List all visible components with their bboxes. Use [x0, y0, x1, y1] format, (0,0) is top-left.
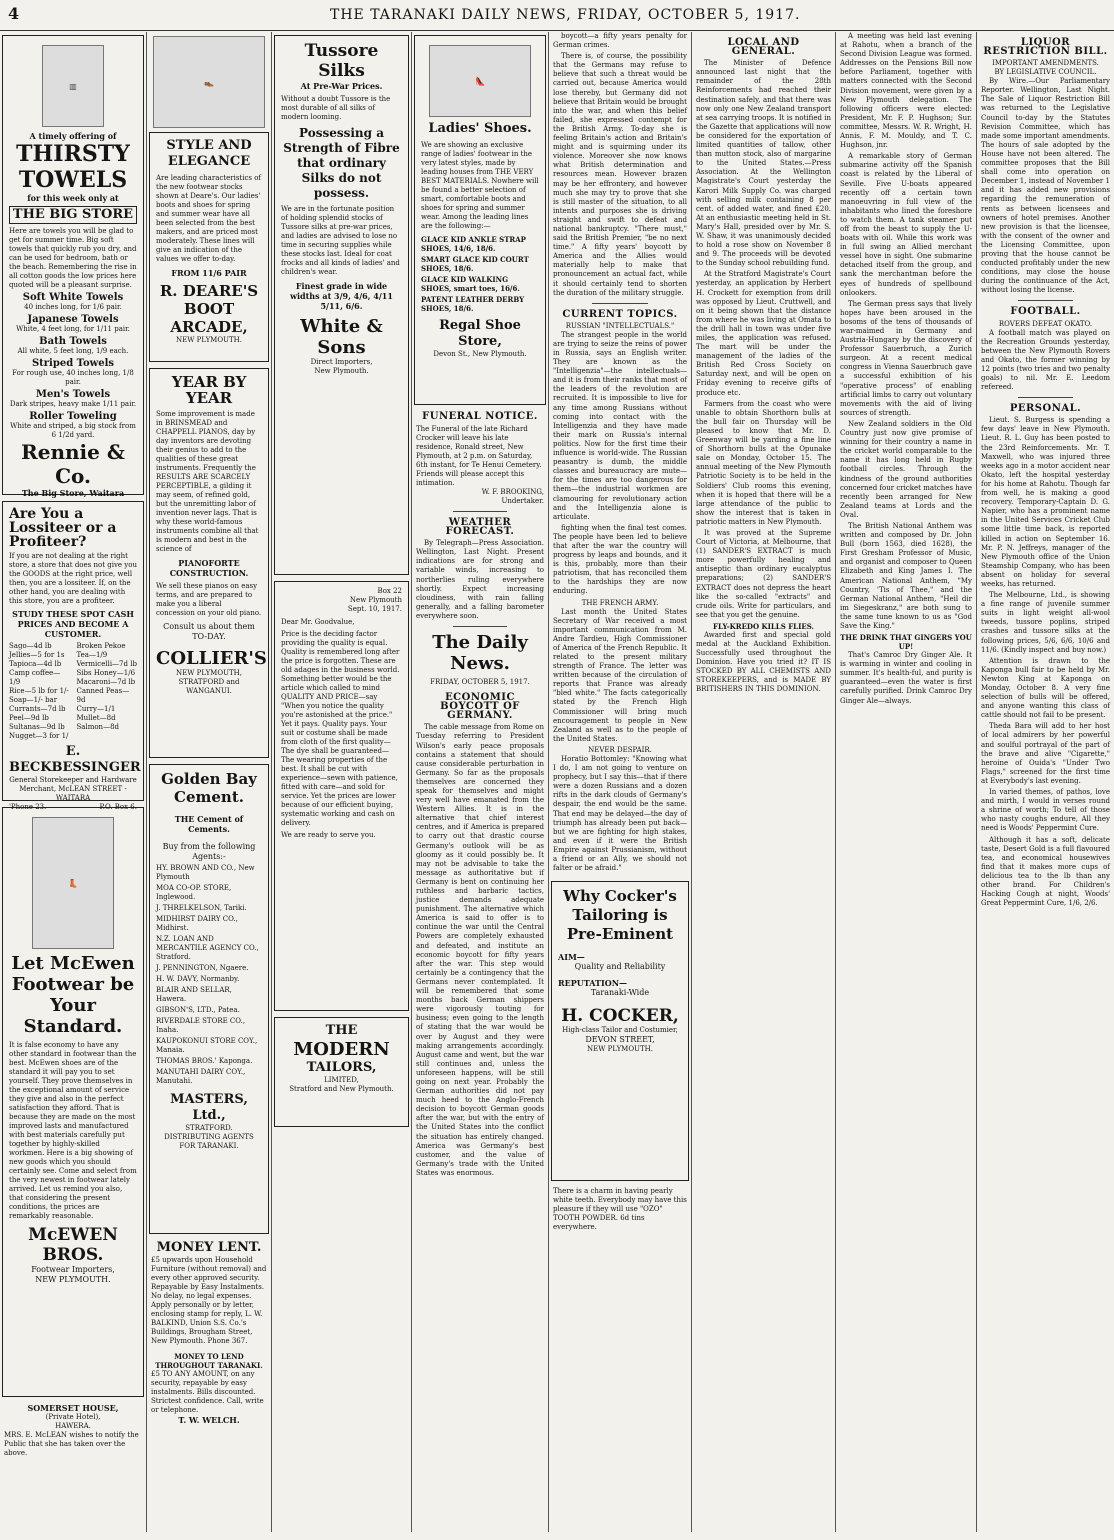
agent-item: MOA CO-OP. STORE, Inglewood.	[156, 884, 232, 901]
column-5	[549, 32, 691, 1532]
article-text: boycott—a fifty years penalty for German crimes.	[553, 32, 687, 50]
agent-item: HY. BROWN AND CO., New Plymouth	[156, 864, 255, 881]
masthead	[0, 0, 1114, 31]
article-text: Lieut. S. Burgess is spending a few days' leave in New Plymouth. Lieut. R. L. Guy has been posted to the 23rd Reinforcements. Mr. T. Maxwell, who was injured three weeks ago in a motor accident near Okato, left the hospital yesterday for his home at Rahotu. Though far from well, he is making a good recovery. Temporary-Captain D. G. Napier, who has a prominent name in the United Services Cricket Club some little time back, is reported killed in action on September 16. Mr. P. N. Jeffreys, manager of the New Plymouth office of the Union Steamship Company, who has been absent on holiday for several weeks, has returned.	[981, 416, 1110, 588]
ad-title: STYLE AND ELEGANCE	[166, 138, 252, 169]
towel-item-desc: All white, 5 feet long, 1/9 each.	[17, 347, 129, 355]
ad-title: MONEY LENT.	[156, 1240, 262, 1255]
price-item: Sibs Honey—1/6	[76, 669, 136, 677]
ad-subtitle: PIANOFORTE CONSTRUCTION.	[169, 558, 249, 578]
column-2	[147, 32, 271, 1532]
article-text-5: Awarded first and special gold medal at the Auckland Exhibition. Successfully used throughout the Dominion. Have you tried it? IT IS STOCKED BY ALL CHEMISTS AND STOREKEEPERS, and is MADE BY BRITISHERS IN THIS DOMINION.	[696, 630, 831, 694]
funeral-notice	[416, 411, 544, 506]
agent-item: J. THRELKELSON, Tariki.	[156, 904, 247, 912]
article-text-4: New Zealand soldiers in the Old Country just now give promise of winning for their country a name in the cricket world comparable to the name it has long held in Rugby football circles. Through the kindness of the ground authorities concerned four cricket matches have recently been arranged for New Zealand teams at Lords and the Oval.	[840, 419, 972, 519]
price-item: Tapioca—4d lb	[9, 660, 62, 668]
firm-subtitle: High-class Tailor and Costumier,	[562, 1026, 678, 1035]
article-text: A meeting was held last evening at Rahotu, when a branch of the Second Division League was formed. Addresses on the Pensions Bill now before Parliament, together with matters connected with the Second Division movement, were given by a New Plymouth delegation. The following officers were elected: President, Mr. F. P. Hughson; Sur. committee, Messrs. W. R. Wright, H. Annis, F. M. Mouldy, and T. C. Hughson, jnr.	[840, 32, 972, 150]
notice-title: FUNERAL NOTICE.	[422, 411, 538, 422]
liquor-bill	[981, 38, 1110, 295]
phone: 'Phone 23.	[9, 803, 47, 811]
price-item: Currants—7d lb	[9, 705, 66, 713]
ad-title: Ladies' Shoes.	[428, 121, 532, 136]
towel-rack-icon: ▥	[42, 45, 104, 127]
firm-town: Stratford and New Plymouth.	[289, 1085, 394, 1093]
firm-town: STRATFORD.	[185, 1124, 233, 1132]
shoe-illustration: 👞	[153, 36, 265, 128]
firm-town: NEW PLYMOUTH.	[35, 1275, 111, 1284]
firm-subtitle: LIMITED,	[324, 1076, 359, 1084]
mcewen-ad	[2, 807, 144, 1397]
towel-item-desc: White and striped, a big stock from 6 1/2d yard.	[10, 422, 136, 439]
ad-body-2: We sell these pianos on easy terms, and are prepared to make you a liberal concession on your old piano.	[156, 582, 262, 617]
firm-subtitle: Direct Importers,	[310, 358, 373, 366]
ad-body: Are leading characteristics of the new footwear stocks shown at Deare's. Our ladies' boots and shoes for spring and summer wear have all been selected from the best makers, and are priced most moderately. These lines will give an indication of the values we offer to-day.	[156, 174, 262, 263]
price-item: Jellies—5 for 1s	[9, 651, 65, 659]
firm-name: T. W. WELCH.	[178, 1415, 240, 1425]
section-subheading-2: THE FRENCH ARMY.	[581, 598, 659, 607]
ad-title: Let McEwen Footwear be Your Standard.	[11, 953, 135, 1037]
towel-item-desc: White, 4 feet long, for 1/11 pair.	[16, 325, 130, 333]
ad-body: Without a doubt Tussore is the most durable of all silks of modern looming.	[281, 95, 391, 121]
firm-name: Regal Shoe Store,	[439, 318, 521, 349]
agent-item: H. W. DAVY, Normanby.	[156, 975, 240, 983]
ad-subtitle: At Pre-War Prices.	[300, 81, 383, 91]
dateline: FRIDAY, OCTOBER 5, 1917.	[430, 678, 530, 687]
editorial	[416, 693, 544, 1178]
agent-item: RIVERDALE STORE CO., Inaha.	[156, 1017, 246, 1034]
modern-tailors-name	[274, 1017, 409, 1127]
notice-line-1: SOMERSET HOUSE,	[27, 1403, 119, 1413]
newspaper-title: THE TARANAKI DAILY NEWS, FRIDAY, OCTOBER 5, 1917.	[330, 7, 801, 23]
article-text-3: Farmers from the coast who were unable to obtain Shorthorn bulls at the bull fair on Thursday will be pleased to know that Mr. D. Greenway will be yarding a fine line of Shorthorn bulls at the Opunake sale on Monday, October 15. The annual meeting of the New Plymouth Patriotic Society is to be held in the Soldiers' Club rooms this evening, when it is hoped that there will be a large attendance of the public to show the interest that is taken in patriotic matters in New Plymouth.	[696, 399, 831, 526]
article-text: By Wire.—Our Parliamentary Reporter. Wellington, Last Night. The Sale of Liquor Restriction Bill was returned to the Legislative Council to-day by the Statutes Revision Committee, which has made some important amendments. The hours of sale adopted by the House have not been altered. The committee proposes that the Bill shall come into operation on December 1, instead of November 1 and it has added new provisions regarding the remuneration of rents as between licensees and owners of hotel premises. Another new provision is that the licensee, with the consent of the owner and the Licensing Committee, upon proving that the house cannot be conducted profitably under the new conditions, may close the house during the continuance of the Act, without losing the license.	[981, 77, 1110, 295]
firm-towns: NEW PLYMOUTH, STRATFORD and WANGANUI.	[176, 669, 242, 695]
shoe-line-item: GLACE KID WALKING SHOES, smart toes, 16/6.	[421, 275, 520, 293]
price-item: Peel—9d lb	[9, 714, 49, 722]
letter-date: Sept. 10, 1917.	[347, 605, 402, 613]
ad-body: We are showing an exclusive range of ladies' footwear in the very latest styles, made by leading houses from THE VERY BEST MATERIALS. Nowhere will be found a better selection of smart, comfortable boots and shoes for spring and summer wear. Among the leading lines are the following:—	[421, 141, 539, 230]
firm-name-3: TAILORS,	[306, 1060, 377, 1075]
firm-name-2: MODERN	[293, 1039, 390, 1060]
shoe-line-item: PATENT LEATHER DERBY SHOES, 18/6.	[421, 295, 525, 313]
price-item: Canned Peas—9d	[76, 687, 130, 704]
ad-body: Some improvement is made in BRINSMEAD and CHAPPELL PIANOS, day by day inventors are devoting their genius to add to the qualities of these great instruments. Frequently the RESULTS ARE SCARCELY PERCEPTIBLE, a gilding it may seem, of refined gold, but the unremitting labor of invention never lags. That is why these world-famous instruments combine all that is modern and best in the science of	[156, 410, 259, 553]
article-text: The Minister of Defence announced last night that the remainder of the 28th Reinforcements had reached their destination safely, and that there was now only one New Zealand transport at sea carrying troops. It is notified in the Gazette that applications will now be considered for the exportation of limited quantities of tallow, other than mutton stock, also of margarine to the United States.—Press Association. At the Wellington Magistrate's Court yesterday the Karori Milk Supply Co. was charged with selling milk containing 8 per cent. of added water, and fined £20. At an enthusiastic meeting held in St. Mary's Hall, presided over by Mr. S. W. Shaw, it was unanimously decided to hold a rose show on November 8 and 9. The proceeds will be devoted to the Sunday school rebuilding fund.	[696, 59, 831, 268]
agent-item: GIBSON'S, LTD., Patea.	[156, 1006, 240, 1014]
ad-title-2: TOWELS	[18, 167, 128, 193]
towel-item-name: Japanese Towels	[27, 314, 119, 325]
page-number: 4	[8, 4, 20, 23]
firm-name-1: THE	[325, 1023, 358, 1038]
price-item: Sultanas—9d lb	[9, 723, 65, 731]
section-heading: PERSONAL.	[1009, 403, 1082, 415]
ad-body-2: £5 TO ANY AMOUNT, on any security, repayable by easy instalments. Bills discounted. Strictest confidence. Call, write or telephone.	[151, 1370, 264, 1414]
newspaper-nameplate: The Daily News.	[432, 632, 528, 675]
article-text-6: Although it has a soft, delicate taste, Desert Gold is a full flavoured tea, and economical housewives find that it makes more cups of delicious tea to the lb than any other brand. For Children's Hacking Cough at night, Woods' Great Peppermint Cure, 1/6, 2/6.	[981, 835, 1110, 908]
personal	[981, 404, 1110, 908]
agent-item: THOMAS BROS.' Kaponga.	[156, 1057, 253, 1065]
local-and-general	[696, 38, 831, 695]
football	[981, 307, 1110, 392]
column-4	[412, 32, 548, 1532]
cement-ad	[149, 764, 269, 1234]
section-subheading-2: BY LEGISLATIVE COUNCIL.	[994, 68, 1097, 77]
firm-town: Devon St., New Plymouth.	[433, 350, 527, 358]
article-text-2: A remarkable story of German submarine activity off the Spanish coast is related by the Liberal of Seville. Five U-boats appeared recently off a certain town manoeuvring in full view of the inhabitants who lined the foreshore to watch them. A tank steamer put off from the beast to supply the U-boats with oil. While this work was in full swing an Allied merchant vessel hove in sight. One submarine detached itself from the group, and sank the merchantman before the eyes of hundreds of spellbound onlookers.	[840, 152, 972, 297]
towel-item-name: Soft White Towels	[22, 292, 124, 303]
price-item: Sago—4d lb	[9, 642, 52, 650]
aim-value: Quality and Reliability	[574, 962, 666, 972]
agent-list	[156, 864, 262, 1086]
article-text: By Telegraph—Press Association. Wellington, Last Night. Present indications are for strong and variable winds, increasing to northerlies ruling everywhere shortly. Expect increasing cloudiness, with rain falling generally, and a falling barometer everywhere soon.	[416, 539, 544, 620]
column-7	[836, 32, 976, 1532]
price-item: Soap—1/- bar	[9, 696, 58, 704]
beckbessinger-ad	[2, 501, 144, 811]
ad-headline: Possessing a Strength of Fibre that ordinary Silks do not possess.	[283, 126, 400, 200]
letter-close: We are ready to serve you.	[281, 831, 376, 839]
article-text: A football match was played on the Recreation Grounds yesterday, between the New Plymouth Rovers and Okato, the former winning by 12 points (two tries and two penalty goals) to nil. Mr. E. Leedom refereed.	[981, 328, 1110, 392]
firm-name: White & Sons	[300, 316, 383, 358]
white-sons-ad	[274, 35, 409, 575]
firm-name: COLLIER'S	[156, 648, 267, 669]
agent-item: KAUPOKONUI STORE COY., Manaia.	[156, 1037, 258, 1054]
article-text-6: That's Camroc Dry Ginger Ale. It is warming in winter and cooling in summer. It's health-ful, and purity is guaranteed—even the water is first carefully purified. Drink Camroc Dry Ginger Ale—always.	[840, 651, 972, 705]
price-item: Salmon—8d	[76, 723, 120, 731]
agent-item: N.Z. LOAN AND MERCANTILE AGENCY CO., Stratford.	[156, 935, 259, 961]
agent-item: MIDHIRST DAIRY CO., Midhirst.	[156, 915, 238, 932]
weather-forecast	[416, 518, 544, 621]
firm-role: DISTRIBUTING AGENTS FOR TARANAKI.	[164, 1133, 254, 1150]
reputation-label: REPUTATION—	[558, 978, 627, 989]
price-line: Finest grade in wide widths at 3/9, 4/6, 4/11 5/11, 6/6.	[290, 281, 393, 311]
reputation-value: Taranaki-Wide	[590, 988, 650, 998]
article-text-4: Theda Bara will add to her host of local admirers by her powerful and soulful portrayal of the part of the brave and alive "Cigarette," heroine of Ouida's "Under Two Flags," screened for the first time at Everybody's last evening.	[981, 722, 1110, 785]
firm-town: New Plymouth.	[314, 367, 369, 375]
price-item: Curry—1/1	[76, 705, 116, 713]
firm-street: DEVON STREET,	[585, 1035, 655, 1045]
modern-tailors-ad	[274, 581, 409, 1011]
towel-item-desc: 40 inches long, for 1/6 pair.	[24, 303, 122, 311]
towel-item-name: Roller Toweling	[29, 411, 117, 422]
section-subheading: ROVERS DEFEAT OKATO.	[998, 319, 1093, 328]
column-8	[977, 32, 1114, 1532]
article-text: The strangest people in the world are trying to seize the reins of power in Russia, says an English writer. They are known as the "Intelligenzia"—the intellectuals—and it is from their ranks that most of the leaders of the revolution are recruited. It is impossible to live for any time among Russians without coming into contact with the Intelligenzia and they have made their mark on Russia's internal politics. Now for the first time their influence is world-wide. The Russian peasantry is dumb, the middle classes and bureaucracy are mute—for the times are too dangerous for them—the industrial workmen are clamouring for revolutionary action and the Intelligenzia alone is articulate.	[553, 330, 687, 521]
ad-body: If you are not dealing at the right store, a store that does not give you the GOODS at the right price, well then, you are a lossiteer. If, on the other hand, you are dealing with this store, you are a profiteer.	[9, 552, 137, 605]
shoe-icon: 👠	[429, 45, 531, 117]
section-heading: FOOTBALL.	[1010, 306, 1081, 318]
article-text: The cable message from Rome on Tuesday referring to President Wilson's early peace proposals contains a statement that should cause considerable perturbation in Germany. So far as the proposals themselves are concerned they speak for themselves and might very well have emanated from the Western Allies. It is in the alternative that chief interest centres, and if America is prepared to carry out that drastic course Germany's outlook will be as gloomy as it could possibly be. It may not be advisable to take the message as authoritative but if Germany is bent on continuing her ruthless and barbaric tactics, justice demands adequate punishment. The alternative which America is said to offer is to continue the war until the Central Powers are completely exhausted and defeated, and institute an economic boycott for fifty years after the war. This step would certainly be a contingency that the Germans never contemplated. It will be remembered that some months back German shippers were vigorously touting for business; even going to the length of stating that the war would be over by August and they were making arrangements accordingly. August came and went, but the war still continues and, unless the unforeseen happens, will be still going on next year. Probably the German authorities did not pay much heed to the Anglo-French decision to boycott German goods after the war, but with the entry of the United States into the conflict the situation has entirely changed. America was Germany's best customer, and the value of Germany's trade with the United States was enormous.	[416, 723, 544, 1177]
firm-name: Rennie & Co.	[21, 440, 125, 488]
ad-title-2: MONEY TO LEND THROUGHOUT TARANAKI.	[155, 1352, 263, 1370]
shoe-lines	[421, 235, 539, 313]
shoe-line-item: GLACE KID ANKLE STRAP SHOES, 14/6, 18/6.	[421, 235, 526, 253]
article-text-5: In varied themes, of pathos, love and mirth, I would in verses round a shrine of worth; To tell of those who nasty coughs endure, All they need is Woods' Peppermint Cure.	[981, 788, 1110, 833]
section-subheading: RUSSIAN "INTELLECTUALS."	[565, 321, 675, 330]
article-text-2: fighting when the final test comes. The people have been led to believe that after the war the country will progress by leaps and bounds, and it is this, probably, more than their patriotism, that has reconciled them to the hardships they are now enduring.	[553, 523, 687, 596]
firm-name: H. COCKER,	[561, 1006, 679, 1027]
column-6	[692, 32, 835, 1532]
ad-subtitle: for this week only at	[27, 193, 119, 203]
ad-body: It is false economy to have any other standard in footwear than the best. McEwen shoes are of the standard it will pay you to set yourself. They prove themselves in the exceptional amount of service they give and also in the perfect satisfaction they afford. That is because they are made on the most improved lasts and manufactured with best materials carefully put together by highly-skilled workmen. Here is a big showing of new goods which you should certainly see. Come and select from the very newest in footwear lately arrived. Let us remind you also, that considering the present conditions, the prices are remarkably reasonable.	[9, 1041, 137, 1220]
general-news	[840, 32, 972, 706]
notice-body: The Funeral of the late Richard Crocker will leave his late residence, Ronald street, New Plymouth, at 2 p.m. on Saturday, 6th instant, for Te Henui Cemetery. Friends will please accept this intimation.	[416, 425, 542, 487]
price-item: Nugget—3 for 1/	[9, 732, 69, 740]
article-text-4: Horatio Bottomley: "Knowing what I do, I am not going to venture on prophecy, but I say this—that if there were a dozen Russians and a dozen rifts in the dark clouds of Germany's despair, the end would be the same. That end may be delayed—the day of triumph has already been put back—but we are fighting for high stakes, and even if it were the British Empire against Prussianism, without a friend or an Ally, we should not falter or be afraid."	[553, 754, 687, 873]
store-name: THE BIG STORE	[9, 206, 137, 224]
letter-salutation: Dear Mr. Goodvalue,	[281, 618, 355, 626]
towel-item-desc: For rough use, 40 inches long, 1/8 pair.	[12, 369, 134, 386]
price-list	[9, 642, 137, 741]
firm-town: NEW PLYMOUTH.	[176, 336, 242, 344]
boycott-article	[553, 32, 687, 298]
price-item: Macaroni—7d lb	[76, 678, 136, 686]
current-topics	[553, 310, 687, 873]
article-text-3: The German press says that lively hopes have been aroused in the bosoms of the tens of thousands of war-maimed in Germany and Austria-Hungary by the discovery of Professor Sauerbruch, a Zurich surgeon. At a recent medical congress in Vienna Sauerbruch gave a successful exhibition of his "operative process" of enabling artificial limbs to carry out voluntary movements with the aid of living sources of strength.	[840, 299, 972, 417]
section-heading: ECONOMIC BOYCOTT OF GERMANY.	[440, 692, 520, 722]
ad-title: THIRSTY	[16, 141, 130, 167]
firm-subtitle: General Storekeeper and Hardware Merchant, McLEAN STREET - WAITARA	[9, 776, 137, 802]
ad-title: Are You a Lossiteer or a Profiteer?	[9, 506, 117, 550]
article-text-4: It was proved at the Supreme Court of Victoria, at Melbourne, that (1) SANDER'S EXTRACT is much more powerfully healing and antiseptic than ordinary eucalyptus preparations; (2) SANDER'S EXTRACT does not depress the heart like the so-called "extracts" and crude oils. Write for particulars, and see that you get the genuine.	[696, 528, 831, 619]
article-text-5: The British National Anthem was written and composed by Dr. John Bull (born 1563, died 1628), the First Gresham Professor of Music, and organist and composer to Queen Elizabeth and King James I. The American National Anthem, "My Country, 'Tis of Thee," and the German National Anthem, "Heil dir im Siegeskranz," are both sung to the same tune known to us as "God Save the King."	[840, 521, 972, 630]
price-item: Vermicelli—7d lb	[76, 660, 137, 668]
firm-name: R. DEARE'S BOOT ARCADE,	[159, 282, 259, 336]
section-subheading: IMPORTANT AMENDMENTS.	[992, 59, 1099, 68]
ad-body: Here are towels you will be glad to get for summer time. Big soft towels that quickly rub you dry, and can be used for bedroom, bath or the beach. Remembering the rise in all cotton goods the low prices here quoted will be a pleasant surprise.	[9, 227, 137, 289]
firm-subtitle: The Big Store, Waitara	[21, 488, 125, 498]
section-heading: LIQUOR RESTRICTION BILL.	[983, 37, 1108, 58]
notice-line-3: HAWERA.	[55, 1422, 91, 1430]
towel-item-name: Men's Towels	[35, 389, 111, 400]
ad-title: Golden Bay Cement.	[161, 770, 257, 806]
ad-call-to-action: Consult us about them TO-DAY.	[163, 622, 255, 641]
agent-item: J. PENNINGTON, Ngaere.	[156, 964, 249, 972]
money-lent-ad	[151, 1240, 267, 1425]
article-text-3: Attention is drawn to the Kaponga bull fair to be held by Mr. Newton King at Kaponga on Monday, October 8. A very fine selection of bulls will be offered, and anyone wanting this class of cattle should not fail to be present.	[981, 656, 1110, 720]
somerset-notice	[4, 1403, 142, 1458]
rennie-towels-ad	[2, 35, 144, 498]
price-item: Mullet—8d	[76, 714, 116, 722]
ozo-notice: There is a charm in having pearly white teeth. Everybody may have this pleasure if they will use "OZO" TOOTH POWDER. 6d tins everywhere.	[553, 1187, 687, 1232]
article-text-2: There is, of course, the possibility that the Germans may refuse to believe that such a threat would be carried out, because America would lose thereby, but Germany did not believe that Britain would be brought into the war, and when this belief failed, she expressed contempt for the British Army. To-day she is feeling Britain's action and Britain's might and is squirming under its violence. Moreover she now knows what British determination and resources mean. However brazen may be her effrontery, and however much she may try to prove that she is still master of the situation, to all intents and purposes she is driving straight and swift to defeat and national bankruptcy. "There must," said the British Premier, "be no next time." A fifty years' boycott by America and the Allies would materially help to make that pronouncement an actual fact, while it should certainly tend to shorten the duration of the military struggle.	[553, 52, 687, 297]
price-item: Camp coffee—1/9	[9, 669, 61, 686]
section-heading: LOCAL AND GENERAL.	[727, 37, 800, 58]
ad-intro: A timely offering of	[29, 131, 117, 141]
price-item: Rice—5 lb for 1/-	[9, 687, 69, 695]
column-1	[0, 32, 146, 1532]
towel-list	[9, 292, 137, 440]
article-text-3: Last month the United States Secretary of War received a most important communication from M. Andre Tardieu, High Commissioner of America of the French Republic. It related to the present military strength of France. The letter was written because of the circulation of reports that France was already "bled white." The facts categorically stated by the French High Commissioner will bring much encouragement to people in New Zealand as well as to the people of the United States.	[553, 607, 687, 743]
section-heading: WEATHER FORECAST.	[445, 517, 515, 538]
column-3	[272, 32, 411, 1532]
regal-shoe-ad	[414, 35, 546, 405]
aim-label: AIM—	[558, 952, 585, 963]
ad-subtitle: STUDY THESE SPOT CASH PRICES AND BECOME A CUSTOMER.	[12, 609, 134, 639]
notice-line-2: (Private Hotel),	[45, 1413, 101, 1421]
notice-signature: W. F. BROOKING,	[481, 488, 544, 496]
ad-title: Why Cocker's Tailoring is Pre-Eminent	[563, 887, 677, 944]
deare-ad	[149, 132, 269, 362]
collier-ad	[149, 368, 269, 758]
article-text-2: At the Stratford Magistrate's Court yesterday, an application by Herbert H. Crockett for exemption from drill was opposed by Lieut. Cruttwell, and on it being shown that the distance from where he was living at Omata to the drill hall in town was under five miles, the application was refused. The mart will be under the management of the ladies of the British Red Cross Society on Saturday next, and will be open on Friday evening to receive gifts of produce etc.	[696, 270, 831, 397]
notice-role: Undertaker.	[501, 497, 544, 505]
shoe-line-item: SMART GLACE KID COURT SHOES, 18/6.	[421, 255, 529, 273]
cocker-ad	[551, 881, 689, 1181]
ad-subtitle: THE Cement of Cements.	[174, 814, 244, 834]
firm-name: E. BECKBESSINGER	[9, 744, 141, 775]
article-text-2: The Melbourne, Ltd., is showing a fine range of juvenile summer suits in light weight all-wool tweeds, tussore poplins, striped crashes and tussore silks at the following prices, 5/6, 6/6, 10/6 and 11/6. (Kindly inspect and buy now.)	[981, 591, 1110, 654]
towel-item-desc: Dark stripes, heavy make 1/11 pair.	[9, 400, 137, 408]
price-item: Broken Pekoe Tea—1/9	[76, 642, 126, 659]
section-heading: CURRENT TOPICS.	[562, 308, 678, 320]
towel-item-name: Bath Towels	[39, 336, 107, 347]
letter-address: Box 22	[377, 587, 402, 595]
letter-body: Price is the deciding factor providing the quality is equal. Quality is remembered long after the price is forgotten. These are old adages in the business world. Something better would be the article which called to mind QUALITY AND PRICE—say "When you notice the quality you're astonished at the price." Yet it pays. Quality pays. Your suit or costume shall be made from cloth of the first quality—The dye shall be guaranteed—The wearing properties of the best. It shall be cut with experience—sewn with patience, fitted with care—and sold for service. Yet the prices are lower because of our efficient buying, systematic working and cash on delivery.	[281, 630, 400, 827]
ad-body-2: We are in the fortunate position of holding splendid stocks of Tussore silks at pre-war prices, and ladies are advised to lose no time in securing supplies while these stocks last. Ideal for coat frocks and all kinds of ladies' and children's wear.	[281, 205, 400, 276]
po-box: P.O. Box 6.	[99, 803, 137, 811]
section-subheading: FLY-KREDO KILLS FLIES.	[713, 621, 814, 631]
firm-subtitle: Footwear Importers,	[31, 1265, 115, 1274]
ad-title: YEAR BY YEAR	[171, 373, 247, 407]
section-subheading-3: NEVER DESPAIR.	[588, 745, 652, 754]
towel-item-name: Striped Towels	[31, 358, 115, 369]
notice-body: MRS. E. McLEAN wishes to notify the Public that she has taken over the above.	[4, 1431, 139, 1457]
agent-item: MANUTAHI DAIRY COY., Manutahi.	[156, 1068, 246, 1085]
firm-name: McEWEN BROS.	[28, 1225, 118, 1265]
ad-title: Tussore Silks	[304, 41, 379, 81]
firm-name: MASTERS, Ltd.,	[170, 1092, 248, 1123]
agent-item: BLAIR AND SELLAR, Hawera.	[156, 986, 232, 1003]
letter-address-2: New Plymouth	[349, 596, 402, 604]
ad-body: £5 upwards upon Household Furniture (without removal) and every other approved security. Repayable by Easy Instalments. No delay, no legal expenses. Apply personally or by letter, enclosing stamp for reply, L. W. BALKIND, Union S.S. Co.'s Buildings, Brougham Street, New Plymouth. Phone 367.	[151, 1256, 267, 1345]
price: FROM 11/6 PAIR	[171, 268, 247, 278]
section-subheading: THE DRINK THAT GINGERS YOU UP!	[840, 633, 972, 652]
agents-heading: Buy from the following Agents:-	[162, 842, 256, 861]
boot-icon: 👢	[32, 817, 114, 949]
firm-town: NEW PLYMOUTH.	[587, 1045, 653, 1054]
